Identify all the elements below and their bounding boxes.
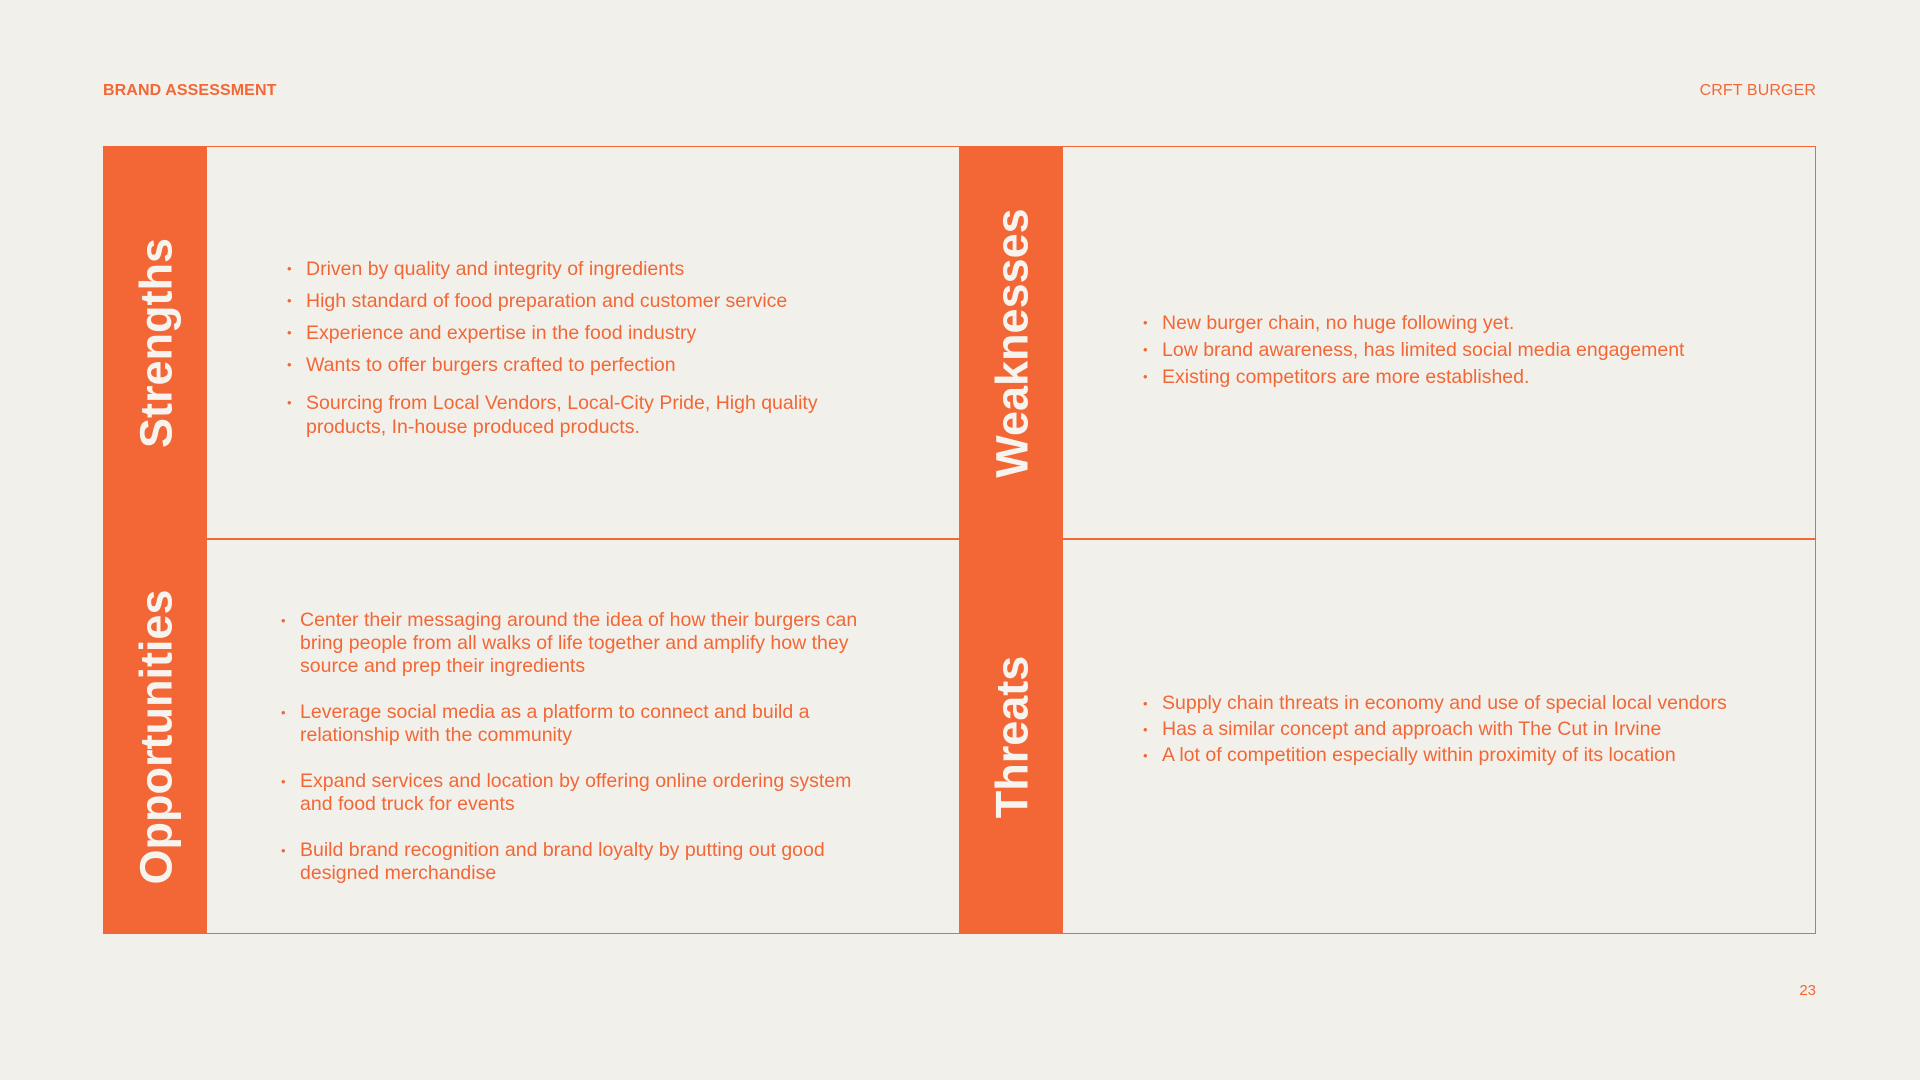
swot-grid: [103, 146, 1816, 934]
threats-label: Threats: [986, 655, 1037, 818]
list-item: • Driven by quality and integrity of ingredients: [287, 257, 847, 281]
weaknesses-band: [960, 147, 1063, 538]
page-number: 23: [1799, 982, 1816, 999]
list-item: • Existing competitors are more established.: [1143, 365, 1763, 389]
list-item: • Experience and expertise in the food industry: [287, 321, 847, 345]
list-item: • Wants to offer burgers crafted to perfection: [287, 353, 847, 377]
weaknesses-label: Weaknesses: [986, 207, 1037, 478]
strengths-list: [287, 257, 847, 447]
list-item: • New burger chain, no huge following yet.: [1143, 311, 1763, 335]
threats-band: [960, 540, 1063, 933]
list-item: • Supply chain threats in economy and use of special local vendors: [1143, 691, 1763, 716]
list-item: • Leverage social media as a platform to connect and build a relationship with the community: [281, 701, 881, 747]
opportunities-quadrant: [104, 540, 960, 933]
list-item: • Sourcing from Local Vendors, Local-City Pride, High quality products, In-house produced products.: [287, 391, 847, 439]
list-item: • Has a similar concept and approach with The Cut in Irvine: [1143, 717, 1763, 742]
strengths-band: [104, 147, 207, 538]
opportunities-list: [281, 609, 881, 908]
vertical-divider: [959, 147, 960, 933]
list-item: • Expand services and location by offering online ordering system and food truck for events: [281, 770, 881, 816]
threats-quadrant: [960, 540, 1815, 933]
strengths-label: Strengths: [130, 237, 181, 448]
weaknesses-list: [1143, 311, 1763, 392]
list-item: • A lot of competition especially within proximity of its location: [1143, 743, 1763, 768]
list-item: • Center their messaging around the idea of how their burgers can bring people from all walks of life together and amplify how they source and prep their ingredients: [281, 609, 881, 678]
list-item: • Build brand recognition and brand loyalty by putting out good designed merchandise: [281, 839, 881, 885]
list-item: • High standard of food preparation and customer service: [287, 289, 847, 313]
section-title: BRAND ASSESSMENT: [103, 82, 277, 99]
opportunities-label: Opportunities: [130, 589, 181, 884]
strengths-quadrant: [104, 147, 960, 540]
brand-name: CRFT BURGER: [1699, 82, 1816, 99]
list-item: • Low brand awareness, has limited social media engagement: [1143, 338, 1763, 362]
threats-list: [1143, 691, 1763, 769]
weaknesses-quadrant: [960, 147, 1815, 540]
opportunities-band: [104, 540, 207, 933]
